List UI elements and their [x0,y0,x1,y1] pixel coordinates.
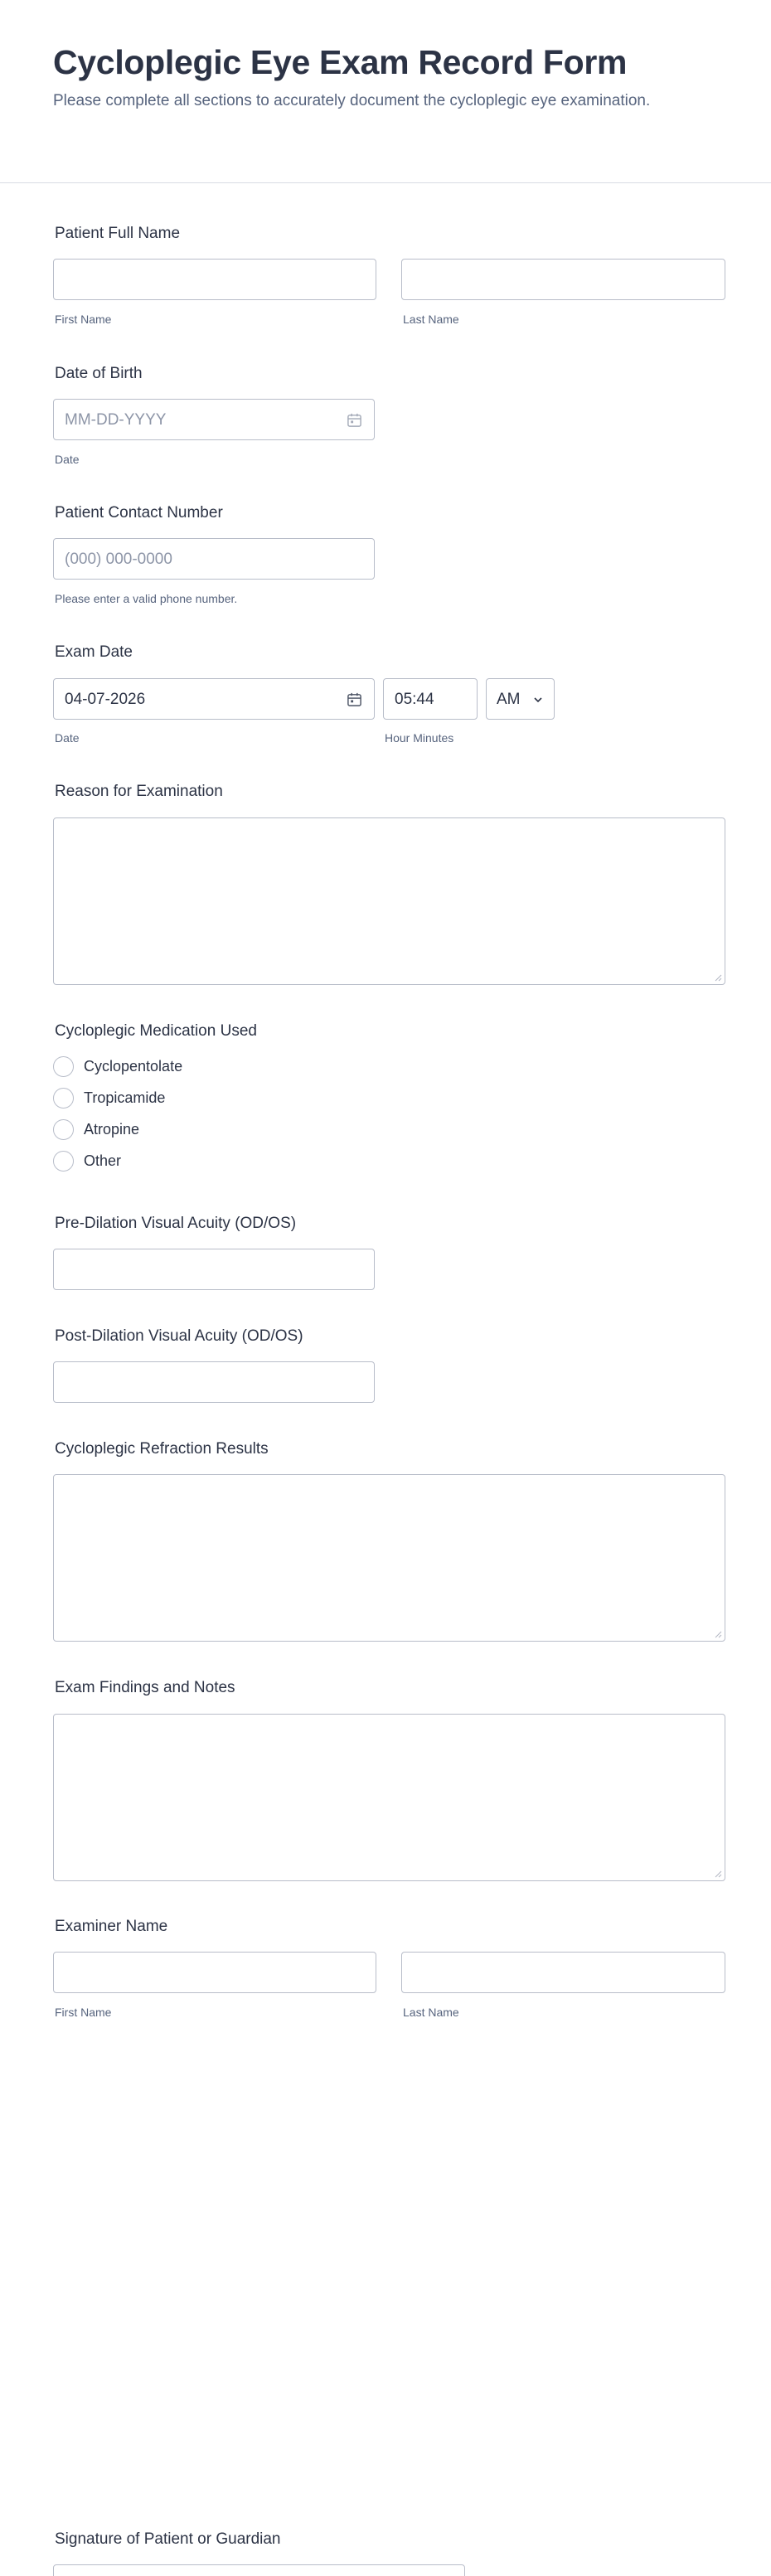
examiner-last-name-sublabel: Last Name [403,2006,459,2019]
exam-date-sublabel: Date [55,731,80,745]
examiner-first-name-sublabel: First Name [55,2006,112,2019]
medication-option-label: Other [84,1152,122,1169]
contact-label: Patient Contact Number [55,504,223,522]
refraction-textarea[interactable] [53,1474,725,1642]
patient-last-name-sublabel: Last Name [403,313,459,326]
patient-first-name-sublabel: First Name [55,313,112,326]
findings-label: Exam Findings and Notes [55,1679,235,1696]
examiner-last-name-input[interactable] [401,1952,725,1993]
contact-placeholder: (000) 000-0000 [65,551,172,568]
medication-option-label: Cyclopentolate [84,1058,183,1075]
patient-name-label: Patient Full Name [55,225,181,242]
dob-sublabel: Date [55,453,80,466]
calendar-icon[interactable] [347,412,362,428]
resize-grip-icon[interactable] [715,1870,722,1878]
reason-label: Reason for Examination [55,783,223,800]
post-acuity-input[interactable] [53,1361,375,1403]
reason-textarea[interactable] [53,817,725,985]
exam-time-sublabel: Hour Minutes [385,731,454,745]
form-subtitle: Please complete all sections to accurately document the cycloplegic eye examination. [53,92,651,109]
radio-button[interactable] [53,1088,74,1109]
medication-option-label: Tropicamide [84,1089,166,1106]
medication-label: Cycloplegic Medication Used [55,1022,257,1040]
exam-date-label: Exam Date [55,643,133,661]
pre-acuity-label: Pre-Dilation Visual Acuity (OD/OS) [55,1215,297,1232]
patient-first-name-input[interactable] [53,259,376,300]
dob-input[interactable] [53,399,375,440]
dob-placeholder: MM-DD-YYYY [65,411,167,429]
pre-acuity-input[interactable] [53,1249,375,1290]
exam-date-input[interactable] [53,678,375,720]
exam-ampm-value: AM [497,691,521,708]
radio-button[interactable] [53,1119,74,1140]
dob-label: Date of Birth [55,365,143,382]
examiner-first-name-input[interactable] [53,1952,376,1993]
exam-time-input[interactable] [383,678,478,720]
signature-label: Signature of Patient or Guardian [55,2530,281,2548]
patient-last-name-input[interactable] [401,259,725,300]
calendar-icon[interactable] [347,691,362,707]
post-acuity-label: Post-Dilation Visual Acuity (OD/OS) [55,1327,303,1345]
resize-grip-icon[interactable] [715,1631,722,1638]
form-header [0,0,771,183]
contact-sublabel: Please enter a valid phone number. [55,592,238,605]
signature-pad[interactable] [53,2564,465,2576]
examiner-name-label: Examiner Name [55,1918,168,1935]
medication-option-label: Atropine [84,1121,140,1138]
findings-textarea[interactable] [53,1714,725,1881]
exam-time-value: 05:44 [395,691,434,708]
exam-date-value: 04-07-2026 [65,691,146,708]
exam-ampm-select[interactable] [486,678,555,720]
resize-grip-icon[interactable] [715,974,722,982]
contact-phone-input[interactable] [53,538,375,580]
refraction-label: Cycloplegic Refraction Results [55,1440,269,1458]
radio-button[interactable] [53,1151,74,1172]
radio-button[interactable] [53,1056,74,1077]
chevron-down-icon [532,694,544,706]
form-title: Cycloplegic Eye Exam Record Form [53,43,628,81]
